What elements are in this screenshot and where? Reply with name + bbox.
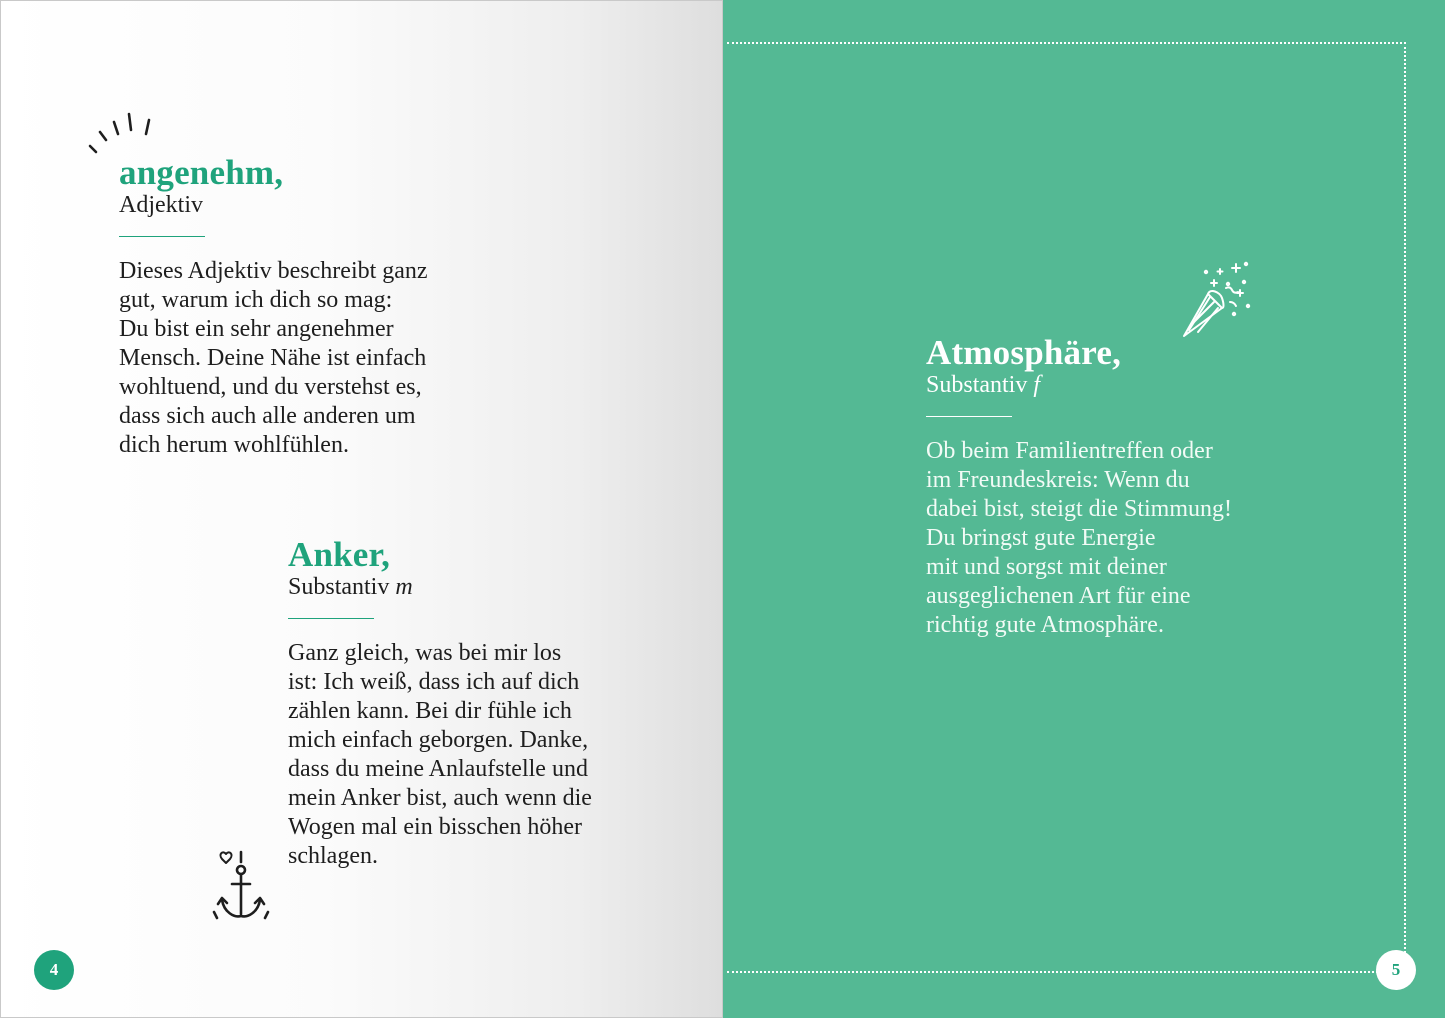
text-line: Mensch. Deine Nähe ist einfach <box>119 345 427 371</box>
divider-rule <box>288 618 374 619</box>
pos-gender: f <box>1033 372 1041 398</box>
text-line: Dieses Adjektiv beschreibt ganz <box>119 258 428 284</box>
pos-label: Substantiv <box>926 372 1028 398</box>
text-line: ist: Ich weiß, dass ich auf dich <box>288 669 580 695</box>
entry-angenehm <box>119 153 428 460</box>
text-line: Du bist ein sehr angenehmer <box>119 316 394 342</box>
headword: angenehm, <box>119 153 284 192</box>
party-popper-icon <box>1178 258 1258 340</box>
text-line: dabei bist, steigt die Stimmung! <box>926 496 1232 522</box>
entry-anker <box>288 535 592 871</box>
text-line: ausgeglichenen Art für eine <box>926 583 1191 609</box>
divider-rule <box>926 416 1012 417</box>
text-line: Ob beim Familientreffen oder <box>926 438 1213 464</box>
text-line: wohltuend, und du verstehst es, <box>119 374 422 400</box>
entry-atmosphaere <box>926 333 1232 640</box>
text-line: Du bringst gute Energie <box>926 525 1156 551</box>
text-line: Ganz gleich, was bei mir los <box>288 640 562 666</box>
definition-text <box>288 639 592 871</box>
part-of-speech <box>288 572 592 602</box>
text-line: richtig gute Atmosphäre. <box>926 612 1164 638</box>
text-line: mich einfach geborgen. Danke, <box>288 727 589 753</box>
anchor-icon <box>208 848 274 928</box>
text-line: mein Anker bist, auch wenn die <box>288 785 592 811</box>
text-line: mit und sorgst mit deiner <box>926 554 1167 580</box>
text-line: Wogen mal ein bisschen höher <box>288 814 582 840</box>
text-line: schlagen. <box>288 843 378 869</box>
page-number: 5 <box>1376 950 1416 990</box>
text-line: dass sich auch alle anderen um <box>119 403 416 429</box>
text-line: zählen kann. Bei dir fühle ich <box>288 698 572 724</box>
text-line: dich herum wohlfühlen. <box>119 432 349 458</box>
headword: Atmosphäre, <box>926 333 1122 372</box>
definition-text <box>926 437 1232 640</box>
text-line: gut, warum ich dich so mag: <box>119 287 393 313</box>
page-number: 4 <box>34 950 74 990</box>
part-of-speech: Adjektiv <box>119 192 203 218</box>
divider-rule <box>119 236 205 237</box>
pos-gender: m <box>395 574 413 600</box>
part-of-speech <box>926 370 1232 400</box>
text-line: dass du meine Anlaufstelle und <box>288 756 588 782</box>
definition-text <box>119 257 428 460</box>
text-line: im Freundeskreis: Wenn du <box>926 467 1190 493</box>
headword: Anker, <box>288 535 391 574</box>
pos-label: Substantiv <box>288 574 390 600</box>
